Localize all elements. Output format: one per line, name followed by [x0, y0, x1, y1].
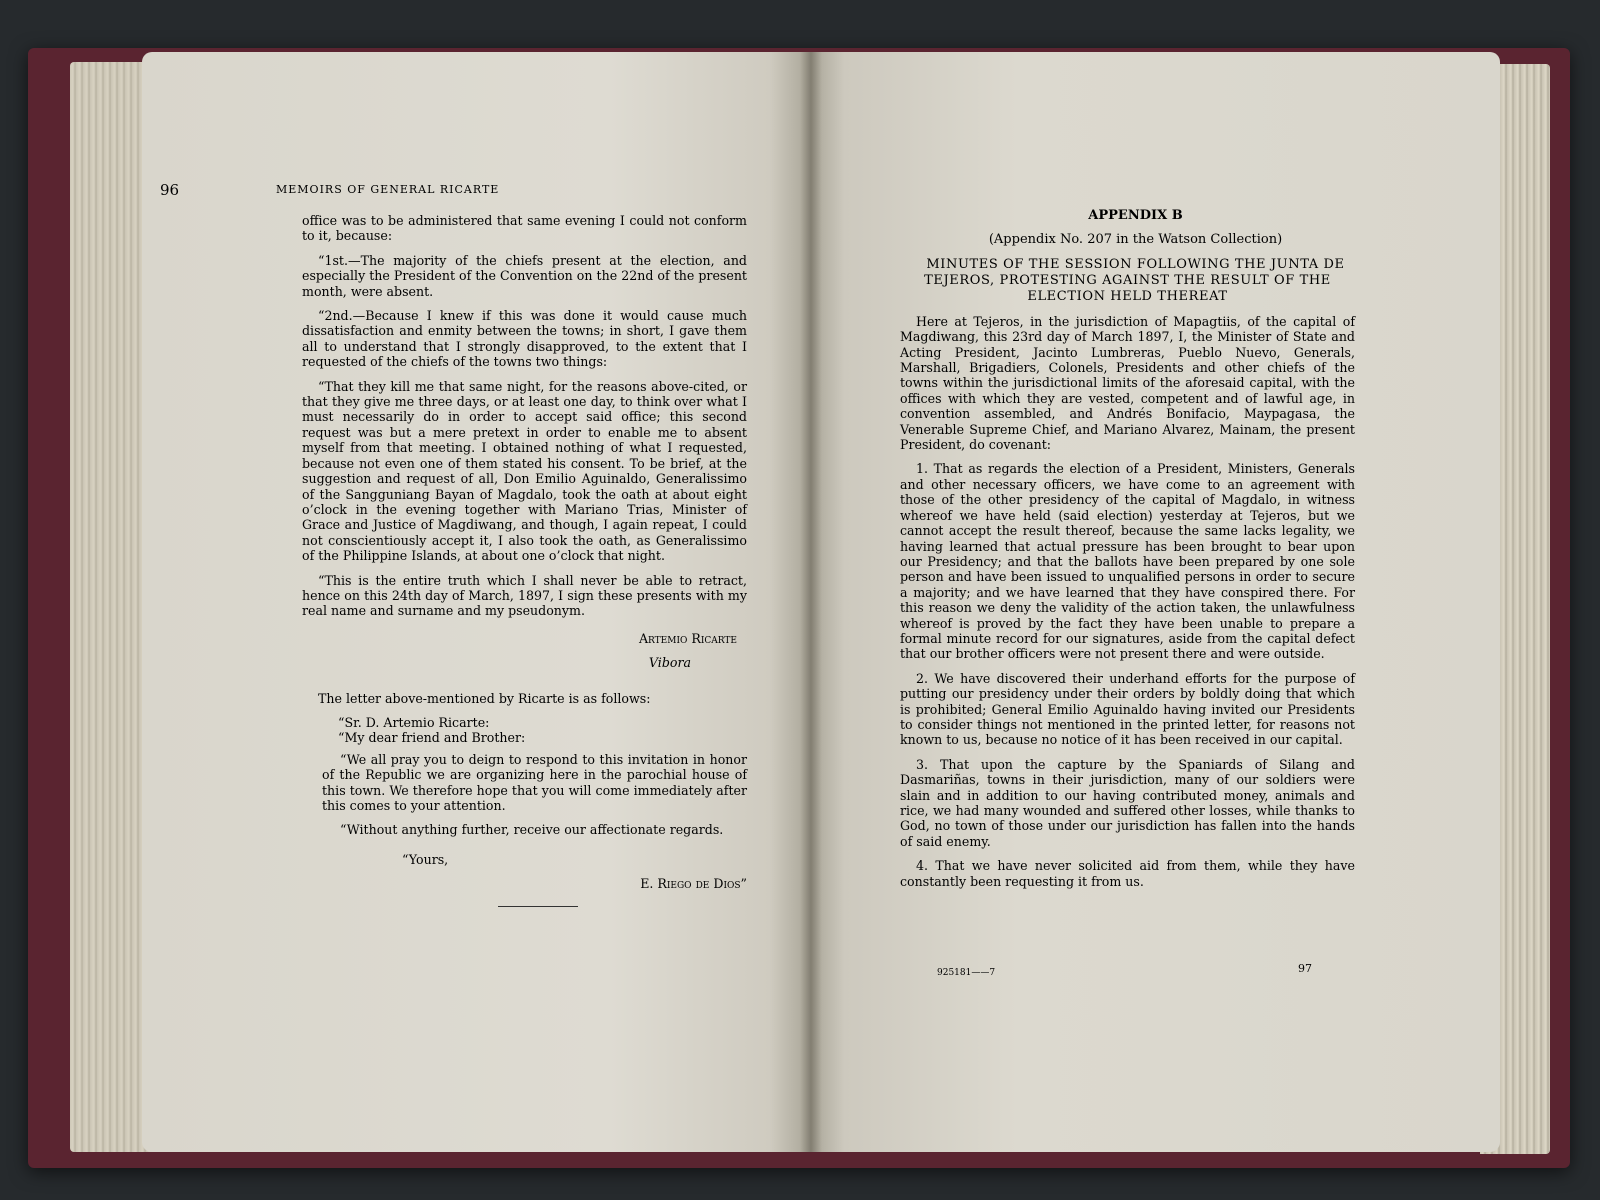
right-text-column	[900, 208, 1355, 898]
paragraph: office was to be administered that same evening I could not conform to it, because:	[302, 213, 747, 244]
letter-body: “Without anything further, receive our affectionate regards.	[340, 822, 724, 838]
paragraph: 2. We have discovered their underhand efforts for the purpose of putting our presidency under their orders by boldly doing that which is prohibited; General Emilio Aguinaldo having invited our Presidents to consider things not mentioned in the printed letter, for reasons not known to us, because no notice of it has been received in our capital.	[900, 670, 1355, 748]
paragraph: “This is the entire truth which I shall never be able to retract, hence on this 24th day of March, 1897, I sign these presents with my real name and surname and my pseudonym.	[302, 572, 747, 619]
signature-pseudonym: Vibora	[648, 655, 691, 671]
letter-greeting: “My dear friend and Brother:	[338, 730, 526, 746]
letter-body: “We all pray you to deign to respond to this invitation in honor of the Republic we are organizing here in the parochial house of this town. We therefore hope that you will come immediately after this comes to your attention.	[322, 751, 747, 813]
book-gutter	[800, 52, 822, 1152]
paragraph: “2nd.—Because I knew if this was done it would cause much dissatisfaction and enmity between the towns; in short, I gave them all to understand that I strongly disapproved, to the extent that I requested of the chiefs of the towns two things:	[302, 308, 747, 370]
signature-name: Artemio Ricarte	[638, 630, 737, 646]
paragraph: “1st.—The majority of the chiefs present at the election, and especially the President of the Convention on the 22nd of the present month, were absent.	[302, 252, 747, 299]
paragraph: “That they kill me that same night, for the reasons above-cited, or that they give me three days, or at least one day, to think over what I must necessarily do in order to accept said office; this second request was but a mere pretext in order to enable me to absent myself from that meeting. I obtained nothing of what I requested, because not even one of them stated his consent. To be brief, at the suggestion and request of all, Don Emilio Aguinaldo, Generalissimo of the Sangguniang Bayan of Magdalo, took the oath at about eight o’clock in the evening together with Mariano Trias, Minister of Grace and Justice of Magdiwang, and though, I again repeat, I could not conscientiously accept it, I also took the oath, as Generalissimo of the Philippine Islands, at about one o’clock that night.	[302, 378, 747, 564]
letter-intro: The letter above-mentioned by Ricarte is as follows:	[318, 690, 651, 706]
appendix-subtitle: (Appendix No. 207 in the Watson Collection)	[988, 232, 1283, 248]
letter-closing: “Yours,	[402, 851, 449, 867]
paragraph: Here at Tejeros, in the jurisdiction of Mapagtiis, of the capital of Magdiwang, this 23rd day of March 1897, I, the Minister of State and Acting President, Jacinto Lumbreras, Pueblo Nuevo, Generals, Marshall, Brigadiers, Colonels, Presidents and other chiefs of the towns within the jurisdictional limits of the aforesaid capital, with the offices with which they are vested, competent and of lawful age, in convention assembled, and Andrés Bonifacio, Maypagasa, the Venerable Supreme Chief, and Mariano Alvarez, Mainam, the present President, do covenant:	[900, 313, 1355, 453]
letter	[322, 715, 747, 892]
paragraph: 3. That upon the capture by the Spaniards of Silang and Dasmariñas, towns in their jurisdiction, many of our soldiers were slain and in addition to our having contributed money, animals and rice, we had many wounded and suffered other losses, while thanks to God, no town of those under our jurisdiction has fallen into the hands of said enemy.	[900, 756, 1355, 849]
paragraph: 1. That as regards the election of a President, Ministers, Generals and other necessary officers, we have come to an agreement with those of the other presidency of the capital of Magdalo, in witness whereof we have held (said election) yesterday at Tejeros, but we cannot accept the result thereof, because the same lacks legality, we having learned that actual pressure has been brought to bear upon our Presidency; and that the ballots have been prepared by one sole person and have been issued to unqualified persons in order to secure a majority; and we have learned that they have conspired there. For this reason we deny the validity of the action taken, the unlawfulness whereof is proved by the fact they have been unable to prepare a formal minute record for our signatures, aside from the capital defect that our brother officers were not present there and were outside.	[900, 461, 1355, 662]
letter-address: “Sr. D. Artemio Ricarte:	[338, 714, 490, 730]
paragraph: 4. That we have never solicited aid from them, while they have constantly been requesting it from us.	[900, 858, 1355, 889]
section-heading: MINUTES OF THE SESSION FOLLOWING THE JUNTA DE TEJEROS, PROTESTING AGAINST THE RESULT OF THE ELECTION HELD THEREAT	[924, 256, 1345, 304]
appendix-title: APPENDIX B	[1088, 208, 1183, 223]
running-title: MEMOIRS OF GENERAL RICARTE	[276, 183, 500, 196]
printer-code: 925181——7	[937, 968, 996, 978]
right-page-number: 97	[1298, 962, 1312, 975]
page-footer	[937, 962, 1312, 978]
left-page-number: 96	[160, 181, 180, 199]
letter-signature: E. Riego de Dios”	[640, 876, 747, 892]
left-text-column	[302, 213, 747, 907]
end-rule	[498, 906, 578, 907]
